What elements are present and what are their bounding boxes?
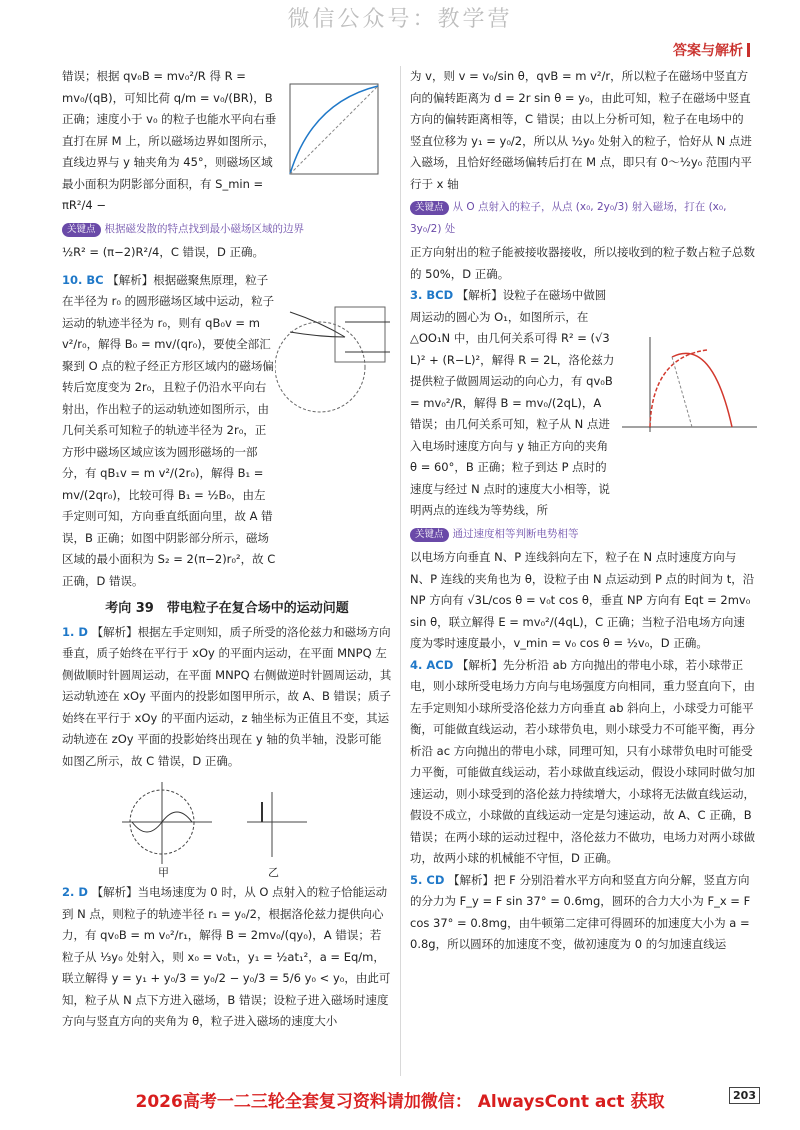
right-paragraph-2: 正方向射出的粒子能被接收器接收，所以接收到的粒子数占粒子总数的 50%，D 正确。 — [410, 245, 755, 281]
q1-text: 根据左手定则知，质子所受的洛伦兹力和磁场方向垂直，质子始终在平行于 xOy 的平面内运动，在平面 MNPQ 左侧做顺时针圆周运动，在平面 MNPQ 右侧做逆时针圆周运动，其运动轨迹在 xOy 平面内的投影如图甲所示，故 A、B 错误；质子始终在平行于 xOy 的平面内运动，z 轴坐标为正值且不变，其运动轨迹在 zOy 平面的投影始终出现在 y 轴的负半轴，没影可能如图乙所示，故 C 错误，D 正确。 — [62, 624, 392, 768]
fig-jia-label: 甲 — [158, 866, 169, 879]
tip-1-badge: 关键点 — [62, 223, 101, 237]
q1-answer: 1. D — [62, 624, 88, 639]
q2-answer: 2. D — [62, 885, 88, 899]
left-column — [62, 66, 392, 1033]
q5-text: 把 F 分别沿着水平方向和竖直方向分解，竖直方向的分力为 F_y = F sin 37° = 0.6mg，圆环的合力大小为 F_x = F cos 37° = 0.8mg，由牛顿第二定律可得圆环的加速度大小为 a = 0.8g，所以圆环的加速度不变，做初速度为 0 的匀加速直线运 — [410, 872, 751, 951]
question-5 — [410, 870, 755, 956]
section-heading: 考向 39 带电粒子在复合场中的运动问题 — [105, 601, 349, 616]
tip-2-badge: 关键点 — [410, 201, 449, 215]
screen-box — [290, 84, 378, 174]
q4-answer: 4. ACD — [410, 657, 454, 672]
q3-tag: 【解析】 — [456, 288, 503, 302]
page-number: 203 — [729, 1087, 760, 1104]
q3-text: 设粒子在磁场中做圆周运动的圆心为 O₁，如图所示，在 △OO₁N 中，由几何关系可得 R² = (√3 L)² + (R−L)²，解得 R = 2L，洛伦兹力提供粒子做圆周运动的向心力，有 qv₀B = mv₀²/R，解得 B = mv₀/(2qL)，A 错误；由几何关系可知，粒子从 N 点进入电场时速度方向与 y 轴正方向的夹角 θ = 60°，B 正确；粒子到达 P 点时的速度与经过 N 点时的速度大小相等，说明两点的连线为等势线，所 — [410, 288, 615, 517]
q4-tag: 【解析】 — [456, 657, 503, 672]
q3-answer: 3. BCD — [410, 288, 454, 302]
section-label — [673, 40, 750, 60]
question-4 — [410, 655, 755, 870]
tip-3-badge: 关键点 — [410, 528, 449, 542]
arc-trajectory — [650, 350, 707, 427]
q1-tag: 【解析】 — [91, 624, 138, 639]
left-paragraph-2: ½R² = (π−2)R²/4，C 错误，D 正确。 — [62, 245, 265, 259]
q4-text: 先分析沿 ab 方向抛出的带电小球，若小球带正电，则小球所受电场力方向与电场强度方向相同，重力竖直向下，由左手定则知小球所受洛伦兹力方向垂直 ab 斜向上，小球受力可能平衡，可能做直线运动，若小球带负电，则小球受力不可能平衡，再分析沿 ac 方向抛出的带电小球，同理可知，只有小球带负电时可能受力平衡，可能做直线运动，若小球做直线运动，假设小球同时做匀加速运动，则小球受到的洛伦兹力持续增大，小球将无法做直线运动，假设不成立，小球做的直线运动一定是匀速运动，故 A、C 正确，B 错误；在两小球的运动过程中，洛伦兹力不做功，电场力对两小球做功，故两小球的机械能不守恒，D 正确。 — [410, 657, 755, 865]
figure-jia-yi — [62, 772, 392, 882]
tip-1 — [62, 219, 392, 241]
left-paragraph-1: 错误；根据 qv₀B = mv₀²/R 得 R = mv₀/(qB)，可知比荷 q/m = v₀/(BR)，B 正确；速度小于 v₀ 的粒子也能水平向右垂直打在屏 M 上，所以磁场边界如图所示，直线边界与 y 轴夹角为 45°，则磁场区域最小面积为阴影部分面积，有 S_min = πR²/4 − — [62, 69, 277, 212]
column-divider — [400, 66, 401, 1076]
fig-yi-label: 乙 — [268, 866, 279, 879]
question-2 — [62, 882, 392, 1033]
square-region — [335, 307, 385, 362]
magnetic-boundary-figure — [282, 72, 392, 182]
jia-yi-diagram — [62, 772, 392, 882]
question-1 — [62, 622, 392, 773]
tip-3 — [410, 524, 755, 546]
right-column — [410, 66, 755, 956]
q2-tag: 【解析】 — [91, 885, 138, 899]
radius-line — [672, 357, 692, 427]
diagonal-line — [290, 86, 378, 174]
field-trajectory — [672, 353, 732, 427]
tip-2-text: 从 O 点射入的粒子，从点 (x₀, 2y₀/3) 射入磁场，打在 (x₀, 3y₀/2) 处 — [410, 201, 727, 235]
q2-text: 当电场速度为 0 时，从 O 点射入的粒子恰能运动到 N 点，则粒子的轨迹半径 r₁ = y₀/2，根据洛伦兹力提供向心力，有 qv₀B = m v₀²/r₁，解得 B = 2mv₀/(qy₀)，A 错误；若粒子从 ⅓y₀ 处射入，则 x₀ = v₀t₁，y₁ = ½at₁²，a = Eq/m，联立解得 y = y₁ + y₀/3 = y₀/2 − y₀/3 = 5/6 y₀ < y₀，由此可知，粒子从 N 点下方进入磁场，B 错误；设粒子进入磁场时速度方向与竖直方向的夹角为 θ，粒子进入磁场的速度大小 — [62, 885, 391, 1028]
circular-motion-figure — [612, 332, 762, 442]
tip-2 — [410, 197, 755, 240]
q10-tag: 【解析】 — [107, 272, 154, 287]
footer-banner: 2026高考一二三轮全套复习资料请加微信： AlwaysCont act 获取 — [135, 1092, 665, 1112]
top-watermark: 微信公众号：教学营 — [287, 7, 513, 32]
right-paragraph-1: 为 v，则 v = v₀/sin θ，qvB = m v²/r，所以粒子在磁场中竖直方向的偏转距离为 d = 2r sin θ = y₀，由此可知，粒子在磁场中竖直方向的偏转距离相等，C 错误；由以上分析可知，粒子在电场中的竖直位移为 y₁ = y₀/2，所以从 ½y₀ 处射入的粒子，恰好从 N 点进入磁场，且恰好经磁场偏转后打在 M 点，即只有 0～½y₀ 范围内平行于 x 轴 — [410, 69, 752, 191]
q5-tag: 【解析】 — [448, 872, 495, 887]
question-3-continued: 以电场方向垂直 N、P 连线斜向左下，粒子在 N 点时速度方向与 N、P 连线的夹角也为 θ，设粒子由 N 点运动到 P 点的时间为 t，沿 NP 方向有 √3L/cos θ = v₀t cos θ，垂直 NP 方向有 Eqt = 2mv₀ sin θ，联立解得 E = mv₀²/(4qL)，C 正确；当粒子沿电场方向速度为零时速度最小，v_min = v₀ cos θ = ½v₀，D 正确。 — [410, 550, 755, 650]
tip-1-text: 根据磁发散的特点找到最小磁场区域的边界 — [104, 222, 305, 235]
section-bar-icon — [747, 43, 750, 57]
q5-answer: 5. CD — [410, 872, 445, 887]
magnetic-focus-figure — [275, 292, 395, 422]
tip-3-text: 通过速度相等判断电势相等 — [452, 527, 579, 540]
question-3 — [410, 285, 615, 522]
section-label-text: 答案与解析 — [673, 43, 743, 59]
q10-answer: 10. BC — [62, 272, 104, 287]
question-10 — [62, 270, 277, 593]
q10-text: 根据磁聚焦原理，粒子在半径为 r₀ 的圆形磁场区域中运动，粒子运动的轨迹半径为 r₀，则有 qB₀v = m v²/r₀，解得 B₀ = mv/(qr₀)，要使全部汇聚到 O 点的粒子经正方形区域内的磁场偏转后宽度变为 2r₀，且粒子仍沿水平向右射出，作出粒子的运动轨迹如图所示，由几何关系可知粒子的轨迹半径为 2r₀，正方形中磁场区域应该为圆形磁场的一部分，有 qB₁v = m v²/(2r₀)，解得 B₁ = mv/(2qr₀)，比较可得 B₁ = ½B₀，由左手定则可知，方向垂直纸面向里，故 A 错误，B 正确；如图中阴影部分所示，磁场区域的最小面积为 S₂ = 2(π−2)r₀²，故 C 正确，D 错误。 — [62, 272, 276, 588]
